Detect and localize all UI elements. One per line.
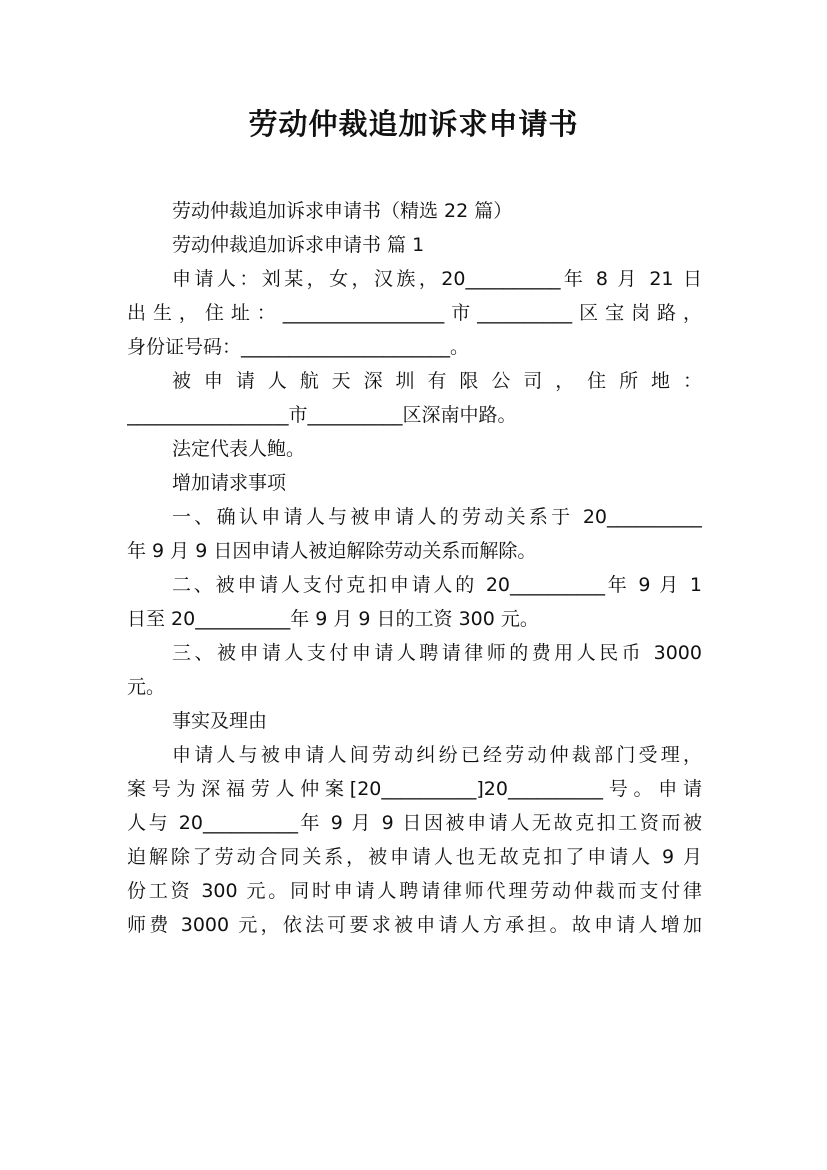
paragraph-line-request-2a: 二、被申请人支付克扣申请人的 20__________年 9 月 1 [172, 574, 702, 596]
paragraph-line-request-3a: 三、被申请人支付申请人聘请律师的费用人民币 3000 [172, 642, 702, 664]
paragraph-line-facts-heading: 事实及理由 [172, 710, 268, 732]
paragraph-line-applicant: 申请人：刘某，女，汉族，20__________年 8 月 21 日 [172, 268, 702, 290]
paragraph-line-facts-5: 份工资 300 元。同时申请人聘请律师代理劳动仲裁而支付律 [127, 880, 702, 902]
paragraph-line-address: 出生，住址：_________________市__________区宝岗路， [127, 302, 702, 324]
paragraph-line-request-1a: 一、确认申请人与被申请人的劳动关系于 20__________ [172, 506, 702, 528]
paragraph-line-requests-heading: 增加请求事项 [172, 472, 287, 494]
paragraph-line-legal-representative: 法定代表人鲍。 [172, 438, 306, 460]
paragraph-line-request-3b: 元。 [127, 676, 166, 698]
paragraph-line-respondent-address: _________________市__________区深南中路。 [127, 404, 517, 426]
paragraph-line-respondent: 被 申 请 人 航 天 深 圳 有 限 公 司 ， 住 所 地 ： [172, 370, 702, 392]
paragraph-line-facts-3: 人与 20__________年 9 月 9 日因被申请人无故克扣工资而被 [127, 812, 702, 834]
paragraph-line-facts-4: 迫解除了劳动合同关系，被申请人也无故克扣了申请人 9 月 [127, 846, 702, 868]
paragraph-line-facts-1: 申请人与被申请人间劳动纠纷已经劳动仲裁部门受理， [172, 744, 702, 766]
paragraph-line-facts-2: 案号为深福劳人仲案[20__________]20__________号。申请 [127, 778, 702, 800]
paragraph-line-id-number: 身份证号码：______________________。 [127, 336, 470, 358]
document-title: 劳动仲裁追加诉求申请书 [248, 107, 579, 141]
paragraph-line-subtitle: 劳动仲裁追加诉求申请书（精选 22 篇） [172, 200, 513, 222]
document-body [127, 194, 702, 942]
paragraph-line-facts-6: 师费 3000 元，依法可要求被申请人方承担。故申请人增加 [127, 914, 702, 936]
paragraph-line-section-heading: 劳动仲裁追加诉求申请书 篇 1 [172, 234, 425, 256]
paragraph-line-request-2b: 日至 20__________年 9 月 9 日的工资 300 元。 [127, 608, 539, 630]
paragraph-line-request-1b: 年 9 月 9 日因申请人被迫解除劳动关系而解除。 [127, 540, 537, 562]
